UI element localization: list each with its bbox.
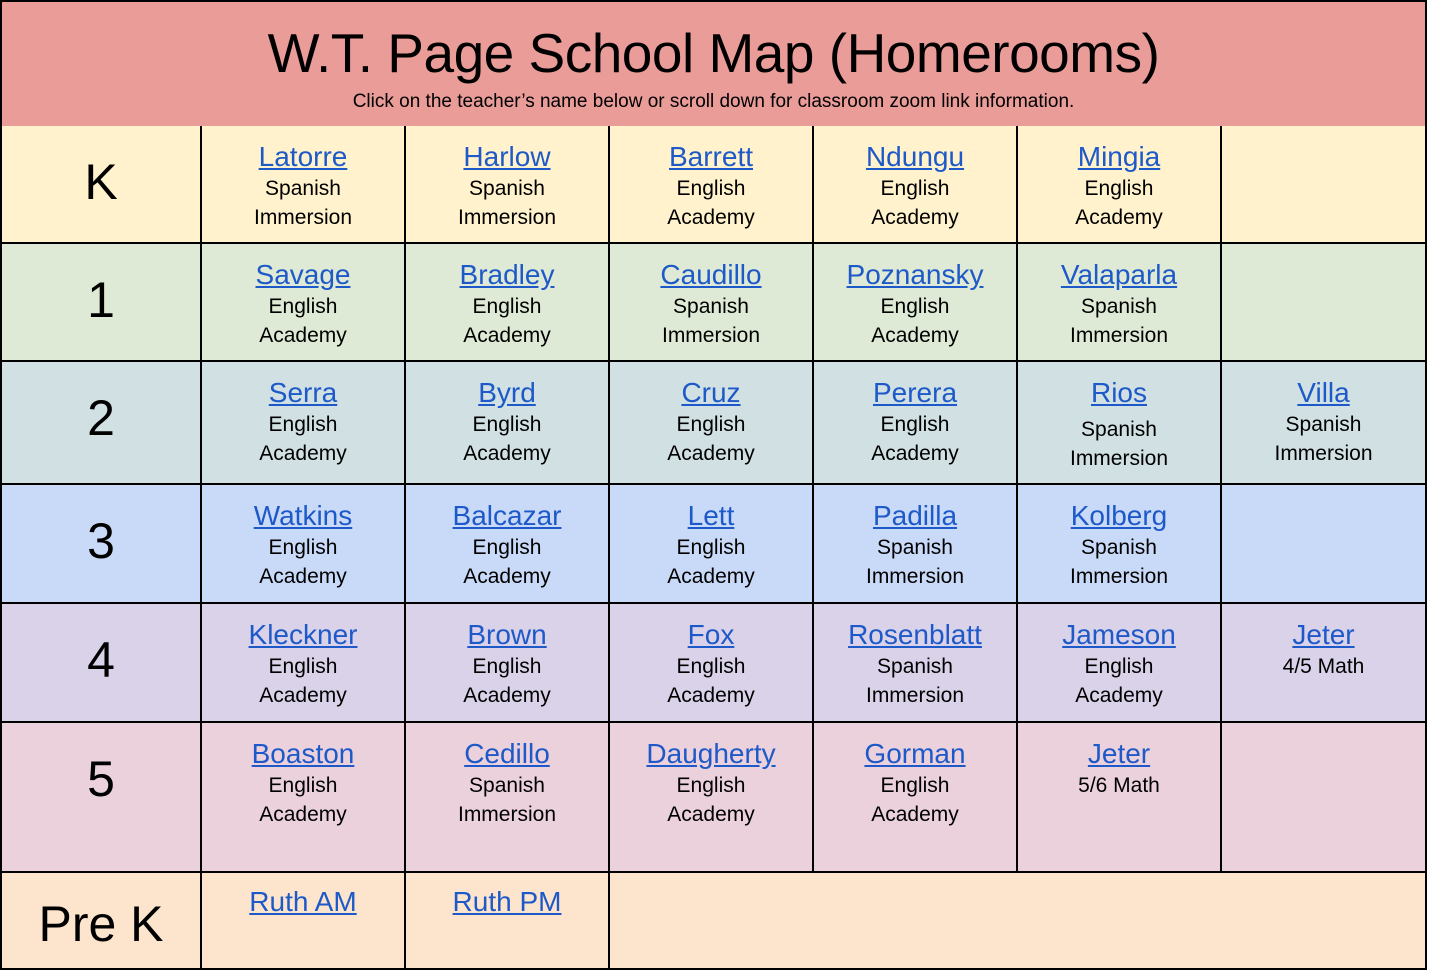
- program-label: English: [880, 295, 950, 318]
- classroom-cell: [406, 873, 610, 968]
- teacher-link[interactable]: Ruth AM: [249, 886, 357, 917]
- classroom-cell: [1222, 485, 1425, 602]
- program-label: Immersion: [457, 206, 557, 229]
- classroom-cell: [1018, 244, 1222, 360]
- teacher-link[interactable]: Fox: [687, 619, 735, 650]
- program-label: Spanish: [673, 295, 749, 318]
- program-label: English: [880, 177, 950, 200]
- classroom-cell: [814, 126, 1018, 242]
- teacher-link[interactable]: Lett: [687, 500, 735, 531]
- classroom-cell: [406, 362, 610, 483]
- page-subtitle: Click on the teacher’s name below or scroll down for classroom zoom link information.: [352, 91, 1075, 112]
- teacher-link[interactable]: Watkins: [253, 500, 353, 531]
- program-label: Immersion: [1274, 442, 1373, 465]
- teacher-link[interactable]: Brown: [467, 619, 547, 650]
- program-label: English: [268, 655, 338, 678]
- program-label: English: [268, 413, 338, 436]
- program-label: Immersion: [661, 324, 761, 347]
- teacher-link[interactable]: Villa: [1297, 377, 1350, 408]
- program-label: English: [676, 655, 746, 678]
- program-label: English: [472, 295, 542, 318]
- teacher-link[interactable]: Harlow: [463, 141, 551, 172]
- grade-label: 5: [2, 723, 202, 871]
- program-label: Academy: [463, 442, 551, 465]
- program-label: Immersion: [253, 206, 353, 229]
- grade-label: 4: [2, 604, 202, 721]
- program-label: 4/5 Math: [1282, 655, 1365, 678]
- program-label: Spanish: [1081, 418, 1157, 441]
- program-label: Academy: [1075, 684, 1163, 707]
- classroom-cell: [610, 723, 814, 871]
- teacher-link[interactable]: Ndungu: [865, 141, 965, 172]
- classroom-cell: [1018, 723, 1222, 871]
- program-label: Academy: [463, 565, 551, 588]
- grade-row: [2, 126, 1425, 244]
- program-label: English: [472, 655, 542, 678]
- teacher-link[interactable]: Cedillo: [464, 738, 550, 769]
- grade-row: [2, 604, 1425, 723]
- program-label: Academy: [871, 206, 959, 229]
- program-label: English: [472, 413, 542, 436]
- program-label: Spanish: [469, 177, 545, 200]
- classroom-cell: [610, 126, 814, 242]
- teacher-link[interactable]: Jeter: [1292, 619, 1355, 650]
- program-label: English: [880, 774, 950, 797]
- program-label: English: [268, 774, 338, 797]
- program-label: English: [676, 774, 746, 797]
- classroom-cell: [1222, 723, 1425, 871]
- grade-label: Pre K: [2, 873, 202, 968]
- teacher-link[interactable]: Jeter: [1087, 738, 1151, 769]
- classroom-cell: [814, 362, 1018, 483]
- classroom-cell: [202, 723, 406, 871]
- program-label: Academy: [667, 442, 755, 465]
- program-label: Academy: [463, 324, 551, 347]
- teacher-link[interactable]: Rios: [1090, 377, 1147, 408]
- grade-label: 1: [2, 244, 202, 360]
- grade-label: 2: [2, 362, 202, 483]
- program-label: Academy: [259, 442, 347, 465]
- teacher-link[interactable]: Padilla: [872, 500, 958, 531]
- page-title: W.T. Page School Map (Homerooms): [267, 22, 1160, 84]
- teacher-link[interactable]: Caudillo: [660, 259, 762, 290]
- teacher-link[interactable]: Poznansky: [846, 259, 984, 290]
- grade-row: [2, 362, 1425, 485]
- program-label: Spanish: [877, 536, 953, 559]
- program-label: English: [676, 413, 746, 436]
- teacher-link[interactable]: Valaparla: [1060, 259, 1178, 290]
- program-label: Academy: [259, 324, 347, 347]
- classroom-cell: [406, 723, 610, 871]
- classroom-cell: [202, 485, 406, 602]
- teacher-link[interactable]: Daugherty: [646, 738, 776, 769]
- teacher-link[interactable]: Serra: [268, 377, 338, 408]
- classroom-cell: [406, 126, 610, 242]
- teacher-link[interactable]: Barrett: [668, 141, 754, 172]
- program-label: Spanish: [469, 774, 545, 797]
- program-label: Academy: [1075, 206, 1163, 229]
- classroom-cell: [1018, 604, 1222, 721]
- program-label: Spanish: [1081, 295, 1157, 318]
- classroom-cell: [814, 244, 1018, 360]
- classroom-cell: [202, 604, 406, 721]
- classroom-cell: [610, 485, 814, 602]
- program-label: English: [880, 413, 950, 436]
- teacher-link[interactable]: Kolberg: [1070, 500, 1168, 531]
- classroom-cell: [406, 485, 610, 602]
- classroom-cell: [610, 604, 814, 721]
- grade-label: 3: [2, 485, 202, 602]
- classroom-cell: [406, 604, 610, 721]
- teacher-link[interactable]: Cruz: [681, 377, 741, 408]
- program-label: Academy: [259, 684, 347, 707]
- teacher-link[interactable]: Mingia: [1077, 141, 1161, 172]
- program-label: Academy: [667, 206, 755, 229]
- program-label: English: [1084, 655, 1154, 678]
- grade-row: [2, 485, 1425, 604]
- teacher-link[interactable]: Savage: [255, 259, 351, 290]
- program-label: English: [1084, 177, 1154, 200]
- classroom-cell: [1018, 126, 1222, 242]
- classroom-cell: [814, 604, 1018, 721]
- program-label: Immersion: [865, 565, 965, 588]
- header-banner: [2, 2, 1425, 128]
- classroom-cell: [1222, 604, 1425, 721]
- program-label: Spanish: [1285, 413, 1362, 436]
- classroom-cell: [202, 244, 406, 360]
- teacher-link[interactable]: Balcazar: [452, 500, 562, 531]
- teacher-link[interactable]: Byrd: [478, 377, 536, 408]
- program-label: 5/6 Math: [1078, 774, 1160, 797]
- classroom-cell: [814, 485, 1018, 602]
- program-label: Academy: [259, 803, 347, 826]
- classroom-cell: [1018, 485, 1222, 602]
- program-label: Spanish: [877, 655, 953, 678]
- program-label: Academy: [871, 324, 959, 347]
- program-label: Immersion: [457, 803, 557, 826]
- classroom-cell: [202, 362, 406, 483]
- grade-row: [2, 723, 1425, 873]
- program-label: Academy: [871, 803, 959, 826]
- program-label: Academy: [871, 442, 959, 465]
- classroom-cell: [610, 244, 814, 360]
- program-label: Immersion: [865, 684, 965, 707]
- teacher-link[interactable]: Rosenblatt: [848, 619, 982, 650]
- teacher-link[interactable]: Perera: [872, 377, 958, 408]
- teacher-link[interactable]: Bradley: [459, 259, 555, 290]
- program-label: English: [268, 295, 338, 318]
- program-label: English: [268, 536, 338, 559]
- grade-row: [2, 873, 1425, 968]
- teacher-link[interactable]: Ruth PM: [452, 886, 562, 917]
- classroom-cell: [406, 244, 610, 360]
- classroom-cell: [1222, 244, 1425, 360]
- teacher-link[interactable]: Gorman: [864, 738, 966, 769]
- classroom-cell: [1222, 126, 1425, 242]
- program-label: Academy: [463, 684, 551, 707]
- classroom-cell: [1018, 362, 1222, 483]
- teacher-link[interactable]: Latorre: [258, 141, 348, 172]
- program-label: Spanish: [265, 177, 341, 200]
- classroom-cell: [202, 126, 406, 242]
- program-label: English: [676, 177, 746, 200]
- program-label: Immersion: [1069, 565, 1169, 588]
- classroom-cell: [202, 873, 406, 968]
- grade-row: [2, 244, 1425, 362]
- teacher-link[interactable]: Jameson: [1062, 619, 1176, 650]
- program-label: Academy: [667, 803, 755, 826]
- teacher-link[interactable]: Boaston: [251, 738, 355, 769]
- classroom-cell: [610, 362, 814, 483]
- grade-label: K: [2, 126, 202, 242]
- program-label: English: [676, 536, 746, 559]
- program-label: Immersion: [1069, 324, 1169, 347]
- program-label: Immersion: [1069, 447, 1169, 470]
- program-label: Academy: [667, 684, 755, 707]
- program-label: English: [472, 536, 542, 559]
- program-label: Academy: [667, 565, 755, 588]
- program-label: Academy: [259, 565, 347, 588]
- classroom-cell: [1222, 362, 1425, 483]
- teacher-link[interactable]: Kleckner: [248, 619, 358, 650]
- program-label: Spanish: [1081, 536, 1157, 559]
- classroom-cell: [814, 723, 1018, 871]
